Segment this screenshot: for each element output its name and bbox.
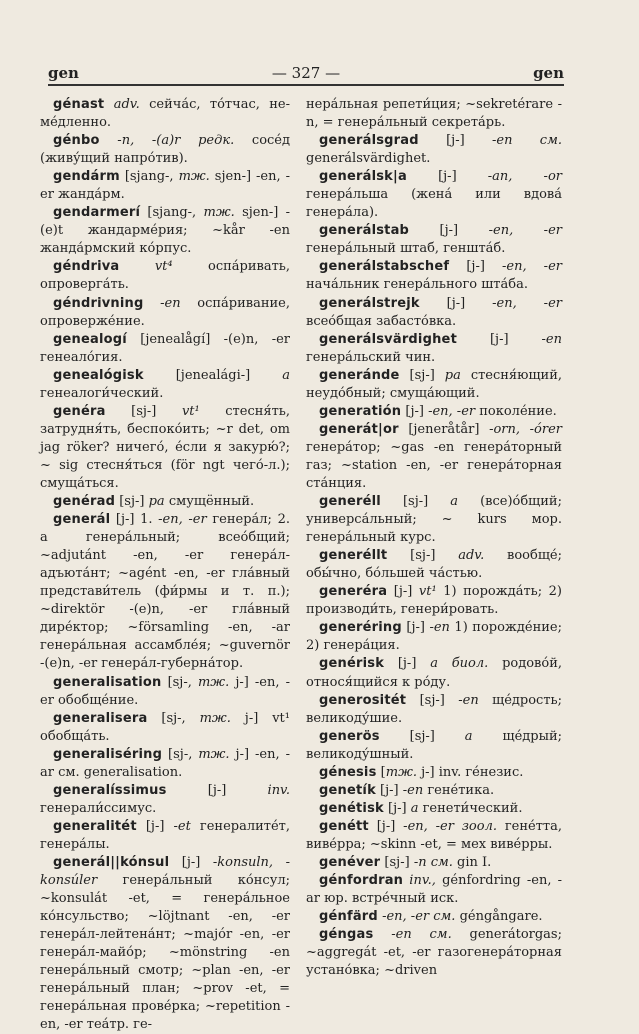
dictionary-entry: [306, 619, 562, 655]
headword: genealógisk: [53, 367, 144, 383]
entry-label: -en: [541, 331, 562, 347]
dictionary-entry: [306, 908, 562, 926]
dictionary-entry: [306, 258, 562, 294]
entry-label: a: [410, 800, 419, 816]
entry-label: -en, -er зоол.: [403, 818, 497, 834]
entry-label: тж.: [197, 674, 230, 690]
headword: genetík: [319, 782, 376, 798]
headword: genétt: [319, 818, 369, 834]
entry-definition: генера́л; 2. a генера́льный; всео́бщий; ~adjutánt -en, -er генера́л-адъюта́нт; ~agént -en, -er гла́вный представи́тель (фи́рмы и т. п.); ~direktör -(e)n, -er гла́вный дире́ктор; ~församling -en, -ar генера́льная ассамбле́я; ~guvernör -(e)n, -er генера́л-губерна́тор.: [40, 512, 290, 672]
dictionary-entry: [306, 728, 562, 764]
entry-definition: génfordring -en, -ar юр. встре́чный иск.: [306, 873, 562, 907]
entry-definition: генера́тор; ~gas -en генера́торный газ; ~station -en, -er генера́торная ста́нция.: [306, 439, 562, 491]
dictionary-entry: [306, 421, 562, 493]
entry-label: a биол.: [430, 656, 489, 672]
dictionary-entry: [306, 926, 562, 980]
dictionary-entry: [40, 403, 290, 493]
dictionary-entry: [306, 222, 562, 258]
headword: géndriva: [53, 259, 120, 275]
headword: generálstabschef: [319, 259, 450, 275]
headword: generéllt: [319, 548, 388, 564]
entry-label: -konsuln, -konsúler: [40, 854, 290, 889]
left-column: [40, 96, 290, 1034]
entry-grammar: [j-]: [166, 782, 268, 798]
right-column: [306, 96, 562, 980]
dictionary-entry: [306, 782, 562, 800]
entry-grammar: [104, 97, 113, 112]
dictionary-entry: [40, 674, 290, 710]
entry-label: adv.: [458, 548, 485, 564]
header-right-guide-word: gen: [533, 64, 564, 82]
entry-label: -en, -er: [492, 295, 562, 311]
entry-definition: генеало́гия.: [40, 349, 123, 365]
entry-grammar: [sj-]: [387, 548, 459, 564]
dictionary-entry: [40, 331, 290, 367]
entry-grammar: [sj-]: [380, 494, 451, 510]
headword: generatión: [319, 403, 402, 419]
headword: génesis: [319, 764, 377, 780]
dictionary-entry: [306, 367, 562, 403]
entry-label: pa: [148, 494, 165, 510]
entry-grammar: [119, 259, 154, 274]
entry-definition: j-] -en, -er обобще́ние.: [40, 674, 290, 708]
entry-definition: ще́дрость; великоду́шие.: [306, 692, 562, 726]
headword: génbo: [53, 133, 100, 149]
entry-label: pa: [444, 367, 461, 383]
entry-definition: генети́ческий.: [418, 800, 523, 816]
entry-label: -en, -er: [502, 259, 562, 275]
dictionary-entry: [40, 295, 290, 331]
entry-label: -et: [173, 818, 191, 834]
dictionary-entry: [306, 547, 562, 583]
entry-label: a: [450, 494, 459, 510]
entry-definition: j-] inv. ге́незис.: [417, 764, 524, 780]
headword: genéra: [53, 403, 106, 419]
headword: genérad: [53, 494, 116, 510]
dictionary-entry: [306, 692, 562, 728]
entry-grammar: [j-]: [401, 403, 429, 419]
entry-grammar: [sj-,: [147, 710, 200, 726]
header-left-guide-word: gen: [48, 64, 79, 82]
dictionary-entry: [306, 96, 562, 132]
entry-definition: гене́тта, виве́рра; ~skinn -et, = мех виве́рры.: [306, 818, 562, 852]
entry-grammar: [j-]: [418, 133, 492, 149]
entry-label: n, -(a)r редк.: [121, 133, 235, 149]
dictionary-entry: [306, 331, 562, 367]
entry-grammar: [j-] 1.: [110, 512, 159, 528]
dictionary-entry: [306, 655, 562, 691]
headword: generéll: [319, 494, 381, 510]
dictionary-entry: [40, 168, 290, 204]
dictionary-entry: [306, 403, 562, 421]
entry-definition: оспа́ривать, опроверга́ть.: [40, 259, 290, 293]
headword: géngas: [319, 927, 374, 943]
dictionary-entry: [306, 168, 562, 222]
headword: generál||kónsul: [53, 854, 170, 870]
entry-definition: генера́льный штаб, геншта́б.: [306, 241, 506, 257]
entry-definition: стесня́ющий, неудо́бный; смуща́ющий.: [306, 367, 562, 401]
headword: generös: [319, 728, 380, 744]
entry-grammar: [sj-]: [115, 494, 149, 510]
entry-grammar: [j-]: [387, 584, 419, 600]
entry-grammar: [sj-]: [379, 728, 465, 744]
page-header: [48, 64, 564, 84]
entry-label: -orn, -órer: [489, 421, 562, 437]
headword: generánde: [319, 367, 400, 383]
headword: gendarmerí: [53, 205, 141, 221]
dictionary-entry: [306, 764, 562, 782]
entry-grammar: [sj-]: [380, 854, 414, 870]
entry-label: тж.: [178, 169, 210, 185]
entry-grammar: [sjang-,: [119, 169, 179, 185]
entry-grammar: [j-]: [456, 331, 542, 347]
entry-label: -en, -er: [158, 512, 207, 528]
entry-label: -en, -er: [488, 223, 562, 239]
entry-grammar: -: [99, 133, 122, 149]
entry-definition: 1) порожда́ть; 2) производи́ть, генери́ровать.: [306, 584, 562, 618]
entry-definition: смущённый.: [164, 494, 255, 510]
entry-label: vt¹: [418, 584, 437, 600]
entry-definition: стесня́ть, затрудня́ть, беспоко́ить; ~r det, om jag röker? ничего́, е́сли я закурю́?; ~ sig стесня́ться (för ngt чего́-л.); смуща́ться.: [40, 403, 290, 491]
entry-grammar: [: [376, 764, 386, 780]
entry-label: -en см.: [391, 927, 452, 943]
headword: generálsgrad: [319, 133, 419, 149]
headword: generálstrejk: [319, 295, 420, 311]
entry-grammar: [j-]: [384, 656, 431, 672]
entry-definition: gin I.: [452, 854, 492, 870]
entry-grammar: [j-]: [409, 223, 489, 239]
entry-definition: оспа́ривание, опроверже́ние.: [40, 295, 290, 329]
entry-label: тж.: [203, 205, 235, 221]
dictionary-entry: [40, 511, 290, 673]
headword: generálstab: [319, 223, 410, 239]
dictionary-entry: [40, 367, 290, 403]
entry-label: vt¹: [181, 403, 200, 419]
entry-grammar: [jeneråtår]: [398, 421, 490, 437]
entry-definition: sjen-] -(e)t жандарме́рия; ~kår -en жанда́рмский ко́рпус.: [40, 205, 291, 257]
entry-definition: гене́тика.: [423, 782, 495, 798]
entry-definition: 1) порожде́ние; 2) генера́ция.: [306, 620, 562, 654]
entry-label: -en: [402, 782, 424, 798]
entry-definition: генера́льский чин.: [306, 349, 436, 365]
headword: gendárm: [53, 169, 120, 185]
entry-grammar: [sj-,: [162, 746, 199, 762]
entry-grammar: [j-]: [449, 259, 502, 275]
entry-definition: родово́й, относя́щийся к ро́ду.: [306, 656, 562, 690]
dictionary-entry: [40, 818, 290, 854]
entry-definition: sjen-] -en, -er жанда́рм.: [40, 169, 290, 203]
entry-label: -en см.: [492, 133, 562, 149]
entry-label: тж.: [199, 710, 231, 726]
entry-definition: генералите́т, генера́лы.: [40, 818, 290, 852]
entry-grammar: [jenealågí] -(e)n, -er: [126, 331, 290, 347]
entry-definition: j-] vt¹ обобща́ть.: [40, 710, 290, 744]
entry-grammar: [j-]: [368, 818, 404, 834]
entry-label: inv.: [267, 782, 290, 798]
entry-definition: генерали́ссимус.: [40, 800, 157, 816]
dictionary-entry: [306, 818, 562, 854]
entry-grammar: [373, 927, 391, 942]
dictionary-entry: [306, 493, 562, 547]
entry-label: -en: [458, 692, 479, 708]
entry-label: -en: [160, 295, 181, 311]
headword: generát|or: [319, 421, 399, 437]
headword: génast: [53, 97, 105, 112]
entry-definition: (все)о́бщий; универса́льный; ~ kurs мор. генера́льный курс.: [306, 494, 562, 546]
dictionary-entry: [40, 746, 290, 782]
headword: génfärd: [319, 909, 378, 925]
entry-grammar: [jenealági-]: [143, 367, 283, 383]
dictionary-entry: [40, 96, 290, 132]
entry-label: тж.: [198, 746, 230, 762]
headword: generál: [53, 512, 111, 528]
headword: generalisation: [53, 674, 162, 690]
entry-grammar: [j-]: [419, 295, 493, 311]
entry-definition: ще́дрый; великоду́шный.: [306, 728, 562, 762]
entry-grammar: [j-]: [406, 169, 488, 185]
headword: generalisera: [53, 710, 148, 726]
entry-grammar: [j-]: [136, 818, 174, 834]
dictionary-entry: [306, 132, 562, 168]
dictionary-entry: [40, 132, 290, 168]
entry-label: adv.: [113, 97, 140, 112]
dictionary-entry: [40, 710, 290, 746]
entry-grammar: [sj-]: [105, 403, 182, 419]
entry-definition: generálsvärdighet.: [306, 151, 431, 167]
dictionary-entry: [40, 782, 290, 818]
entry-definition: сосе́д (живу́щий напро́тив).: [40, 133, 291, 167]
headword: generéring: [319, 620, 402, 636]
entry-label: тж.: [385, 764, 417, 780]
entry-definition: вообще́; обы́чно, бо́льшей ча́стью.: [306, 548, 562, 582]
dictionary-entry: [40, 493, 290, 511]
header-rule: [48, 84, 564, 86]
dictionary-entry: [306, 583, 562, 619]
entry-grammar: [sj-]: [399, 367, 445, 383]
entry-label: -en: [429, 620, 450, 636]
entry-definition: генера́льша (жена́ или вдова́ генера́ла).: [306, 187, 562, 221]
entry-grammar: [sj-,: [161, 674, 198, 690]
headword: generalitét: [53, 818, 137, 834]
entry-definition: generátorgas; ~aggregát -et, -er газогенера́торная устано́вка; ~driven: [306, 927, 562, 979]
entry-label: -n см.: [413, 854, 453, 870]
dictionary-entry: [306, 872, 562, 908]
entry-grammar: нера́льная репети́ция; ~sekretérare -n, = генера́льный секрета́рь.: [306, 97, 562, 131]
entry-definition: генера́льный ко́нсул; ~konsulát -et, = генера́льное ко́нсульство; ~löjtnant -en, -er генера́л-лейтена́нт; ~majór -en, -er генера́л-майо́р; ~mönstring -en генера́льный смотр; ~plan -en, -er генера́льный план; ~prov -et, = генера́льная прове́рка; ~repetition -en, -er теа́тр. ге-: [40, 873, 290, 1033]
entry-grammar: [j-]: [169, 854, 213, 870]
dictionary-entry: [40, 854, 290, 1034]
dictionary-entry: [306, 800, 562, 818]
entry-label: vt⁴: [154, 259, 173, 275]
headword: generaliséring: [53, 746, 163, 762]
headword: generálsvärdighet: [319, 331, 457, 347]
entry-definition: j-] -en, -ar см. generalisation.: [40, 746, 290, 780]
entry-label: -en, -er: [428, 403, 476, 419]
headword: génfordran: [319, 873, 404, 889]
entry-grammar: [j-]: [401, 620, 430, 636]
headword: géndrivning: [53, 295, 144, 311]
dictionary-entry: [40, 258, 290, 294]
entry-grammar: [j-]: [383, 800, 411, 816]
dictionary-entry: [306, 295, 562, 331]
headword: genealogí: [53, 331, 127, 347]
entry-definition: сейча́с, то́тчас, не-ме́дленно.: [40, 97, 290, 131]
headword: generálsk|a: [319, 169, 407, 185]
headword: genérisk: [319, 656, 385, 672]
headword: genéver: [319, 854, 381, 870]
entry-definition: нача́льник генера́льного шта́ба.: [306, 277, 528, 293]
headword: generositét: [319, 692, 407, 708]
entry-grammar: [sjang-,: [140, 205, 204, 221]
entry-grammar: [144, 296, 161, 311]
entry-label: a: [282, 367, 290, 383]
dictionary-entry: [40, 204, 290, 258]
entry-label: a: [464, 728, 473, 744]
entry-definition: géngångare.: [455, 909, 543, 925]
headword: generéra: [319, 584, 388, 600]
entry-definition: генеалоги́ческий.: [40, 385, 164, 401]
entry-label: inv.,: [409, 873, 436, 889]
entry-definition: всео́бщая забасто́вка.: [306, 313, 457, 329]
headword: genétisk: [319, 800, 384, 816]
entry-label: -en, -er см.: [382, 909, 456, 925]
dictionary-entry: [306, 854, 562, 872]
entry-grammar: [j-]: [375, 782, 403, 798]
entry-grammar: [sj-]: [406, 692, 459, 708]
headword: generalíssimus: [53, 782, 167, 798]
entry-definition: поколе́ние.: [475, 403, 557, 419]
entry-label: -an, -or: [487, 169, 562, 185]
page-number: — 327 —: [271, 64, 341, 82]
